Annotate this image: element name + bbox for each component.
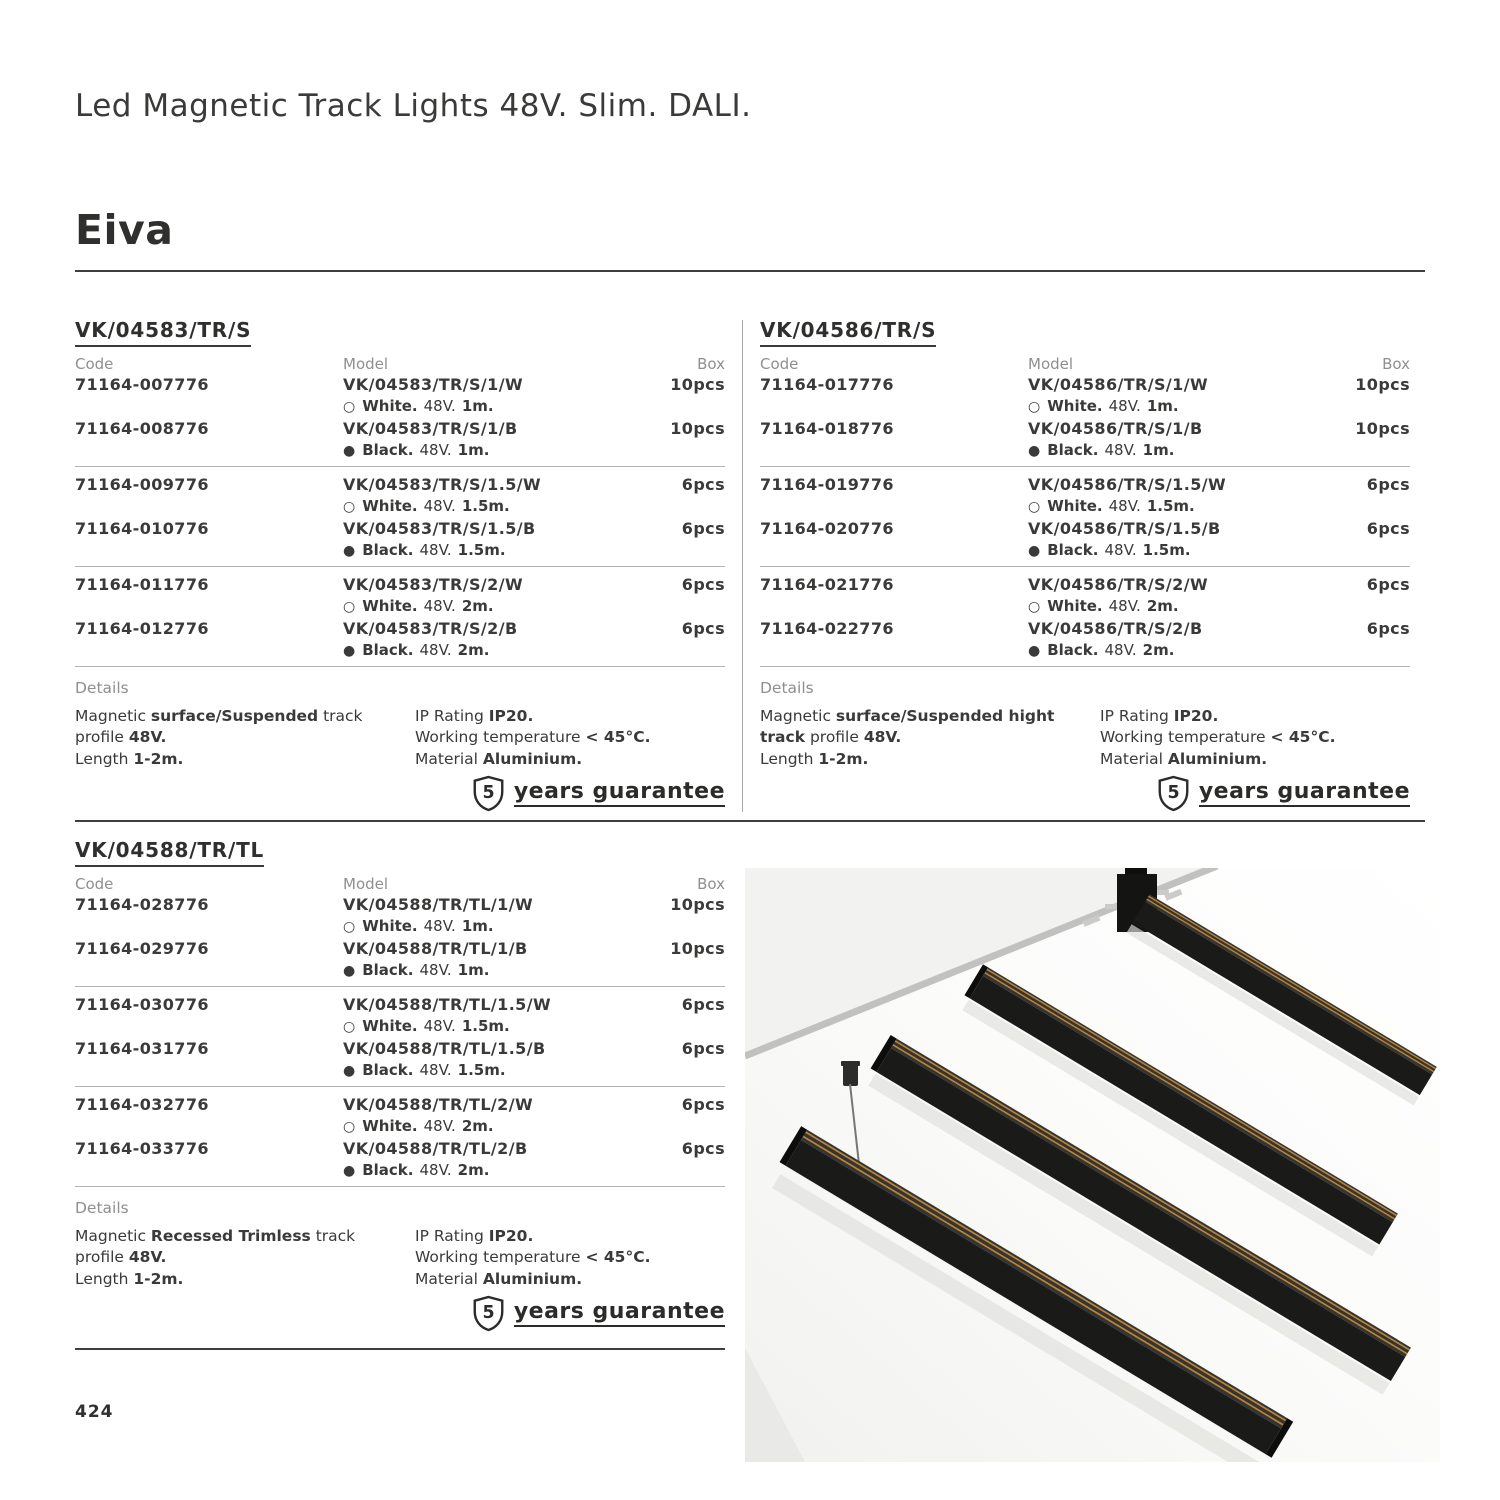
group-title-link[interactable]: VK/04583/TR/S — [75, 318, 251, 347]
voltage: 48V. — [1104, 540, 1137, 559]
table-row — [75, 619, 725, 668]
voltage: 48V. — [1108, 397, 1141, 415]
series-title: Eiva — [75, 206, 174, 254]
length: 2m. — [461, 1117, 494, 1135]
details-section — [760, 679, 1410, 812]
box-quantity: 6pcs — [681, 575, 725, 594]
product-code: 71164-008776 — [75, 418, 209, 438]
model-code: VK/04586/TR/S/1.5/B — [1028, 518, 1221, 538]
length: 2m. — [457, 640, 490, 659]
model-code: VK/04586/TR/S/1/B — [1028, 418, 1203, 438]
group-title-link[interactable]: VK/04586/TR/S — [760, 318, 936, 347]
guarantee-years-number: 5 — [482, 782, 495, 803]
model-code: VK/04583/TR/S/2/W — [343, 575, 524, 594]
product-code: 71164-020776 — [760, 518, 894, 538]
box-quantity: 6pcs — [1366, 518, 1410, 538]
model-code: VK/04588/TR/TL/1/W — [343, 895, 533, 914]
table-row — [75, 1039, 725, 1088]
color-dot-icon: ● — [343, 542, 356, 559]
length: 1m. — [461, 397, 494, 415]
model-variant — [343, 441, 653, 461]
color-dot-icon: ● — [343, 962, 356, 979]
page-title: Led Magnetic Track Lights 48V. Slim. DALI. — [75, 88, 752, 124]
box-quantity: 10pcs — [670, 418, 725, 438]
color-dot-icon: ○ — [343, 399, 356, 415]
table-rows — [75, 375, 725, 667]
box-quantity: 6pcs — [1366, 575, 1410, 594]
color-name: Black. — [1047, 540, 1099, 559]
shield-icon-slot — [472, 1295, 505, 1332]
product-code: 71164-030776 — [75, 995, 209, 1014]
color-dot-icon: ○ — [343, 499, 356, 515]
product-code: 71164-032776 — [75, 1095, 209, 1114]
color-name: White. — [1047, 397, 1103, 415]
box-quantity: 6pcs — [1366, 475, 1410, 494]
table-header — [75, 355, 725, 373]
length: 1.5m. — [461, 497, 510, 515]
length: 1.5m. — [461, 1017, 510, 1035]
product-code: 71164-031776 — [75, 1038, 209, 1058]
color-name: White. — [362, 917, 418, 935]
product-code: 71164-017776 — [760, 375, 894, 394]
color-dot-icon: ● — [1028, 442, 1041, 459]
model-variant — [1028, 397, 1338, 417]
table-row — [760, 519, 1410, 568]
color-name: Black. — [362, 640, 414, 659]
details-left-column — [760, 706, 1100, 771]
column-header-model: Model — [343, 355, 389, 373]
voltage: 48V. — [423, 497, 456, 515]
detail-line: Material Aluminium. — [415, 1269, 583, 1288]
color-name: Black. — [362, 440, 414, 459]
details-left-column — [75, 706, 415, 771]
length: 1m. — [457, 440, 490, 459]
guarantee-label: years guarantee — [1199, 779, 1410, 807]
voltage: 48V. — [423, 597, 456, 615]
color-dot-icon: ● — [1028, 642, 1041, 659]
length: 1.5m. — [457, 540, 506, 559]
table-row — [760, 619, 1410, 668]
model-variant — [1028, 441, 1338, 461]
product-code: 71164-022776 — [760, 618, 894, 638]
length: 2m. — [461, 597, 494, 615]
detail-line: Length 1-2m. — [75, 749, 184, 768]
voltage: 48V. — [1104, 440, 1137, 459]
section-divider — [75, 820, 1425, 822]
detail-line: Material Aluminium. — [415, 749, 583, 768]
model-code: VK/04586/TR/S/1.5/W — [1028, 475, 1227, 494]
shield-icon-slot — [1157, 775, 1190, 812]
color-name: Black. — [1047, 640, 1099, 659]
column-header-model: Model — [1028, 355, 1074, 373]
color-name: White. — [362, 397, 418, 415]
guarantee-label: years guarantee — [514, 779, 725, 807]
color-dot-icon: ○ — [1028, 399, 1041, 415]
model-variant — [343, 917, 653, 937]
details-right-column — [1100, 706, 1410, 771]
box-quantity: 6pcs — [681, 518, 725, 538]
box-quantity: 6pcs — [681, 1095, 725, 1114]
detail-line: IP Rating IP20. — [415, 1226, 534, 1245]
model-code: VK/04583/TR/S/2/B — [343, 618, 518, 638]
box-quantity: 10pcs — [670, 895, 725, 914]
model-code: VK/04588/TR/TL/1/B — [343, 938, 528, 958]
shield-icon — [1157, 775, 1190, 812]
column-header-model: Model — [343, 875, 389, 893]
color-name: White. — [362, 1017, 418, 1035]
model-variant — [1028, 641, 1338, 661]
detail-line: Length 1-2m. — [760, 749, 869, 768]
color-name: White. — [362, 597, 418, 615]
voltage: 48V. — [423, 1117, 456, 1135]
model-code: VK/04586/TR/S/2/W — [1028, 575, 1209, 594]
table-row — [75, 475, 725, 517]
color-name: Black. — [362, 540, 414, 559]
color-name: Black. — [362, 1160, 414, 1179]
product-code: 71164-011776 — [75, 575, 209, 594]
guarantee-badge[interactable] — [75, 775, 725, 812]
voltage: 48V. — [1108, 497, 1141, 515]
bottom-divider — [75, 1348, 725, 1350]
detail-line: IP Rating IP20. — [415, 706, 534, 725]
voltage: 48V. — [423, 917, 456, 935]
color-dot-icon: ○ — [343, 599, 356, 615]
model-code: VK/04586/TR/S/1/W — [1028, 375, 1209, 394]
guarantee-badge[interactable] — [760, 775, 1410, 812]
box-quantity: 6pcs — [681, 475, 725, 494]
voltage: 48V. — [1104, 640, 1137, 659]
details-label: Details — [760, 679, 814, 697]
details-label: Details — [75, 1199, 129, 1217]
length: 2m. — [457, 1160, 490, 1179]
details-left-column — [75, 1226, 415, 1291]
voltage: 48V. — [423, 397, 456, 415]
color-name: Black. — [1047, 440, 1099, 459]
box-quantity: 6pcs — [681, 995, 725, 1014]
model-code: VK/04583/TR/S/1/B — [343, 418, 518, 438]
column-header-code: Code — [75, 875, 114, 893]
model-variant — [343, 1017, 653, 1037]
model-code: VK/04588/TR/TL/1.5/W — [343, 995, 551, 1014]
color-name: Black. — [362, 960, 414, 979]
model-variant — [1028, 497, 1338, 517]
column-header-code: Code — [760, 355, 799, 373]
table-row — [75, 1139, 725, 1188]
table-row — [75, 575, 725, 617]
color-dot-icon: ○ — [343, 1019, 356, 1035]
model-variant — [1028, 541, 1338, 561]
length: 1m. — [461, 917, 494, 935]
box-quantity: 6pcs — [681, 618, 725, 638]
product-code: 71164-019776 — [760, 475, 894, 494]
product-photo-track-lights — [745, 868, 1440, 1462]
model-code: VK/04588/TR/TL/1.5/B — [343, 1038, 546, 1058]
series-divider — [75, 270, 1425, 272]
box-quantity: 10pcs — [670, 375, 725, 394]
table-row — [75, 375, 725, 417]
shield-icon-slot — [472, 775, 505, 812]
table-row — [760, 575, 1410, 617]
color-dot-icon: ● — [343, 442, 356, 459]
column-header-box: Box — [1382, 355, 1410, 373]
color-dot-icon: ● — [343, 1062, 356, 1079]
product-code: 71164-012776 — [75, 618, 209, 638]
color-dot-icon: ● — [343, 1162, 356, 1179]
product-code: 71164-028776 — [75, 895, 209, 914]
detail-line: Working temperature < 45°C. — [1100, 728, 1336, 747]
table-row — [75, 419, 725, 468]
shield-icon — [472, 1295, 505, 1332]
box-quantity: 6pcs — [1366, 618, 1410, 638]
table-row — [75, 519, 725, 568]
table-rows — [760, 375, 1410, 667]
product-code: 71164-010776 — [75, 518, 209, 538]
guarantee-badge[interactable] — [75, 1295, 725, 1332]
voltage: 48V. — [419, 440, 452, 459]
color-name: White. — [362, 497, 418, 515]
voltage: 48V. — [419, 960, 452, 979]
model-code: VK/04588/TR/TL/2/W — [343, 1095, 533, 1114]
product-code: 71164-018776 — [760, 418, 894, 438]
model-code: VK/04583/TR/S/1.5/W — [343, 475, 542, 494]
color-name: White. — [1047, 597, 1103, 615]
model-code: VK/04588/TR/TL/2/B — [343, 1138, 528, 1158]
model-variant — [343, 597, 653, 617]
detail-line: Working temperature < 45°C. — [415, 728, 651, 747]
model-variant — [1028, 597, 1338, 617]
table-header — [75, 875, 725, 893]
color-name: White. — [1047, 497, 1103, 515]
page-number: 424 — [75, 1402, 114, 1422]
details-section — [75, 679, 725, 812]
color-name: White. — [362, 1117, 418, 1135]
color-dot-icon: ○ — [1028, 599, 1041, 615]
detail-line: Magnetic surface/Suspended hight track profile 48V. — [760, 706, 1055, 747]
details-section — [75, 1199, 725, 1332]
shield-icon — [472, 775, 505, 812]
table-row — [75, 895, 725, 937]
color-dot-icon: ○ — [343, 1119, 356, 1135]
box-quantity: 10pcs — [1355, 375, 1410, 394]
details-right-column — [415, 1226, 725, 1291]
detail-line: IP Rating IP20. — [1100, 706, 1219, 725]
table-row — [75, 995, 725, 1037]
product-group-04588 — [75, 838, 725, 1332]
product-code: 71164-033776 — [75, 1138, 209, 1158]
color-dot-icon: ○ — [1028, 499, 1041, 515]
product-code: 71164-021776 — [760, 575, 894, 594]
table-row — [75, 939, 725, 988]
table-row — [760, 475, 1410, 517]
length: 1.5m. — [1142, 540, 1191, 559]
box-quantity: 10pcs — [670, 938, 725, 958]
length: 2m. — [1146, 597, 1179, 615]
column-header-box: Box — [697, 355, 725, 373]
product-group-04586 — [760, 318, 1410, 812]
model-variant — [343, 397, 653, 417]
table-rows — [75, 895, 725, 1187]
guarantee-years-number: 5 — [1167, 782, 1180, 803]
model-variant — [343, 497, 653, 517]
model-variant — [343, 1061, 653, 1081]
voltage: 48V. — [1108, 597, 1141, 615]
length: 1.5m. — [457, 1060, 506, 1079]
detail-line: Magnetic Recessed Trimless track profile 48V. — [75, 1226, 356, 1267]
model-variant — [343, 1117, 653, 1137]
model-variant — [343, 961, 653, 981]
guarantee-label: years guarantee — [514, 1299, 725, 1327]
voltage: 48V. — [423, 1017, 456, 1035]
column-header-code: Code — [75, 355, 114, 373]
model-variant — [343, 541, 653, 561]
color-dot-icon: ● — [1028, 542, 1041, 559]
column-divider — [742, 320, 743, 812]
product-code: 71164-009776 — [75, 475, 209, 494]
model-code: VK/04583/TR/S/1/W — [343, 375, 524, 394]
length: 1m. — [1142, 440, 1175, 459]
length: 1m. — [457, 960, 490, 979]
column-header-box: Box — [697, 875, 725, 893]
box-quantity: 6pcs — [681, 1138, 725, 1158]
box-quantity: 10pcs — [1355, 418, 1410, 438]
color-name: Black. — [362, 1060, 414, 1079]
table-row — [760, 419, 1410, 468]
length: 1m. — [1146, 397, 1179, 415]
detail-line: Magnetic surface/Suspended track profile 48V. — [75, 706, 363, 747]
guarantee-years-number: 5 — [482, 1302, 495, 1323]
model-variant — [343, 641, 653, 661]
voltage: 48V. — [419, 540, 452, 559]
model-code: VK/04586/TR/S/2/B — [1028, 618, 1203, 638]
voltage: 48V. — [419, 640, 452, 659]
box-quantity: 6pcs — [681, 1038, 725, 1058]
table-row — [75, 1095, 725, 1137]
voltage: 48V. — [419, 1160, 452, 1179]
detail-line: Length 1-2m. — [75, 1269, 184, 1288]
product-code: 71164-007776 — [75, 375, 209, 394]
color-dot-icon: ○ — [343, 919, 356, 935]
product-code: 71164-029776 — [75, 938, 209, 958]
voltage: 48V. — [419, 1060, 452, 1079]
details-right-column — [415, 706, 725, 771]
details-label: Details — [75, 679, 129, 697]
detail-line: Working temperature < 45°C. — [415, 1248, 651, 1267]
table-header — [760, 355, 1410, 373]
length: 2m. — [1142, 640, 1175, 659]
color-dot-icon: ● — [343, 642, 356, 659]
model-variant — [343, 1161, 653, 1181]
group-title-link[interactable]: VK/04588/TR/TL — [75, 838, 264, 867]
model-code: VK/04583/TR/S/1.5/B — [343, 518, 536, 538]
length: 1.5m. — [1146, 497, 1195, 515]
table-row — [760, 375, 1410, 417]
detail-line: Material Aluminium. — [1100, 749, 1268, 768]
product-group-04583 — [75, 318, 725, 812]
